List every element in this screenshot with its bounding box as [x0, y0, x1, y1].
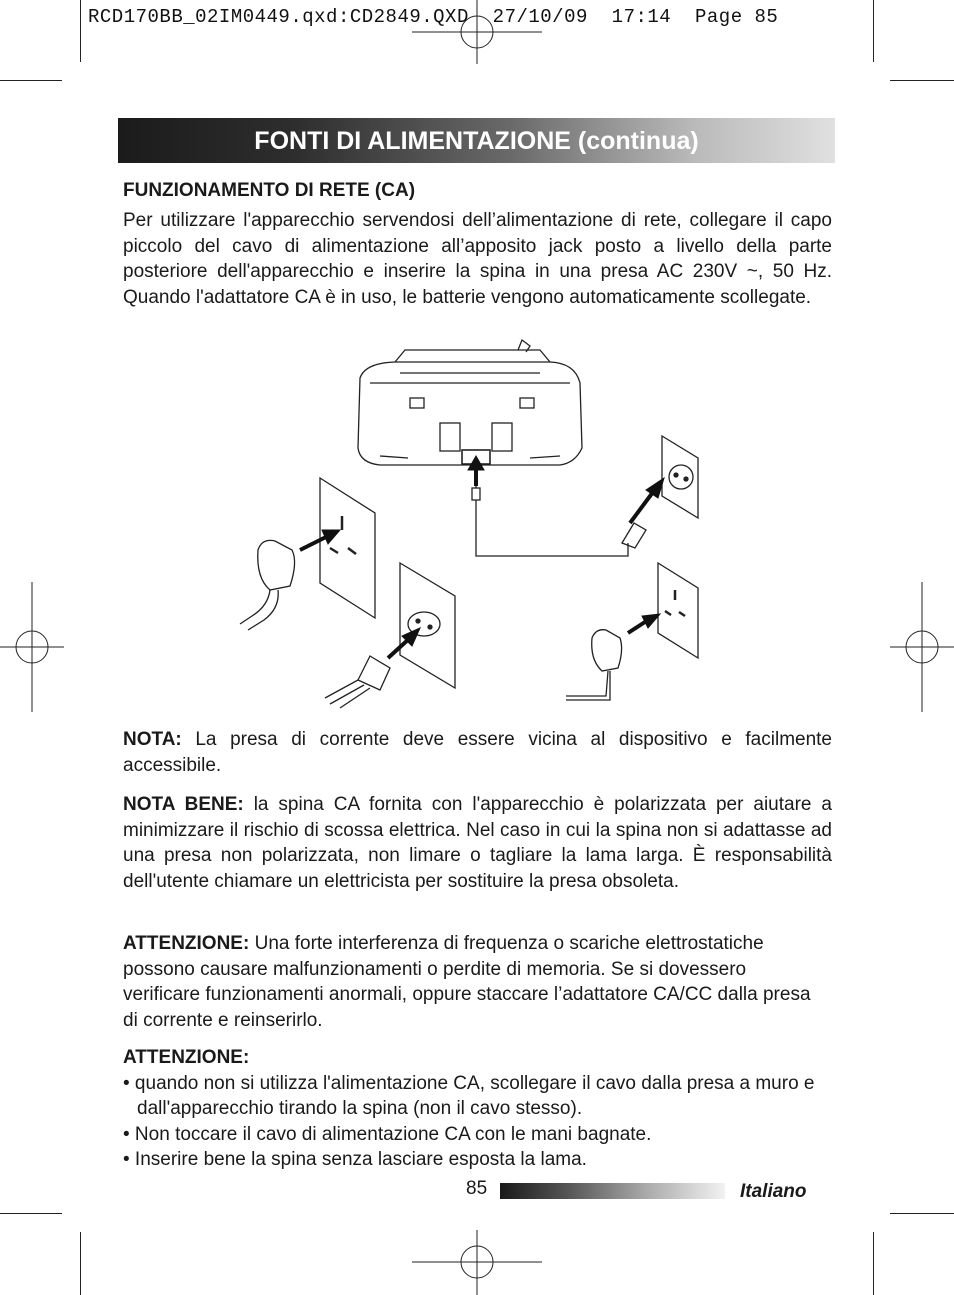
print-slug: RCD170BB_02IM0449.qxd:CD2849.QXD 27/10/09 17:14 Page 85	[88, 6, 779, 28]
list-item: • Non toccare il cavo di alimentazione CA con le mani bagnate.	[123, 1123, 652, 1145]
attenzione-label: ATTENZIONE:	[123, 933, 250, 954]
nota-text: La presa di corrente deve essere vicina al dispositivo e facilmente accessibile.	[123, 729, 832, 776]
footer-language: Italiano	[740, 1181, 807, 1202]
section-body: Per utilizzare l'apparecchio servendosi dell’alimentazione di rete, collegare il capo piccolo del cavo di alimentazione all’apposito jack posto a livello della parte posteriore dell'apparecchio e inserire la spina in una presa AC 230V ~, 50 Hz. Quando l'adattatore CA è in uso, le batterie vengono automaticamente scollegate.	[123, 210, 832, 308]
list-item: • Inserire bene la spina senza lasciare esposta la lama.	[123, 1149, 587, 1170]
registration-mark-top	[412, 0, 542, 64]
attenzione-list	[123, 1045, 835, 1173]
header-bar	[118, 118, 835, 163]
registration-mark-left	[0, 582, 64, 712]
power-connection-illustration	[230, 338, 720, 713]
page-number: 85	[466, 1178, 488, 1199]
nota-bene-paragraph	[123, 792, 832, 894]
nota-bene-text: la spina CA fornita con l'apparecchio è polarizzata per aiutare a minimizzare il rischio di scossa elettrica. Nel caso in cui la spina non si adattasse ad una presa non polarizzata, non limare o tagliare la lama larga. È responsabilità dell'utente chiamare un elettricista per sostituire la presa obsoleta.	[123, 794, 832, 892]
nota-label: NOTA:	[123, 729, 182, 750]
nota-paragraph	[123, 727, 832, 778]
page-title: FONTI DI ALIMENTAZIONE (continua)	[254, 127, 699, 155]
registration-mark-right	[890, 582, 954, 712]
nota-bene-label: NOTA BENE:	[123, 794, 244, 815]
registration-mark-bottom	[412, 1230, 542, 1295]
attenzione-list-label: ATTENZIONE:	[123, 1047, 250, 1068]
attenzione-paragraph	[123, 931, 813, 1033]
attenzione-text: Una forte interferenza di frequenza o scariche elettrostatiche possono causare malfunzionamenti o perdite di memoria. Se si dovessero verificare funzionamenti anormali, oppure staccare l’adattatore CA/CC dalla presa di corrente e reinserirlo.	[123, 933, 811, 1031]
list-item: • quando non si utilizza l'alimentazione CA, scollegare il cavo dalla presa a muro e dall'apparecchio tirando la spina (non il cavo stesso).	[123, 1072, 815, 1119]
footer-gradient-bar	[500, 1183, 725, 1199]
section-title: FUNZIONAMENTO DI RETE (CA)	[123, 180, 416, 201]
